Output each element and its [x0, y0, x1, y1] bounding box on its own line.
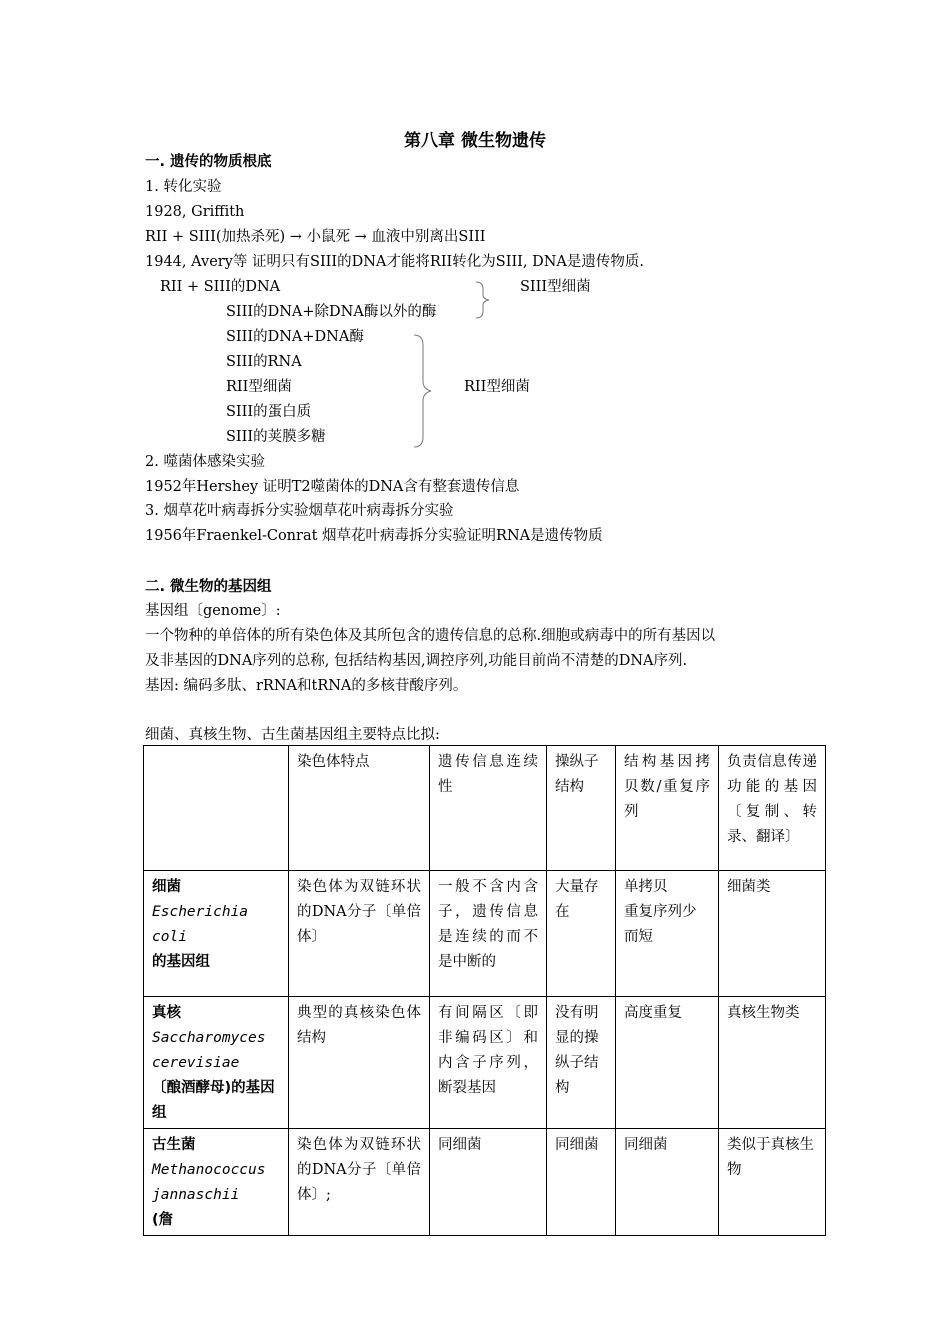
table-cell: 大量存在	[547, 871, 616, 997]
experiment-result2: RII型细菌	[464, 379, 530, 395]
table-header-cell: 结构基因拷贝数/重复序列	[616, 746, 719, 871]
experiment-group2-item: SIII的RNA	[226, 354, 302, 370]
table-header-cell: 染色体特点	[289, 746, 430, 871]
table-cell: 没有明显的操纵子结构	[547, 997, 616, 1129]
comparison-table	[143, 745, 826, 1236]
line-1928: 1928, Griffith	[145, 204, 245, 220]
table-cell: 一般不含内含子，遗传信息是连续的而不是中断的	[430, 871, 547, 997]
table-cell: 真核生物类	[719, 997, 826, 1129]
organism-name: 细菌	[152, 879, 181, 895]
organism-name: 真核	[152, 1005, 181, 1021]
scientific-name: Saccharomyces cerevisiae	[152, 1030, 266, 1071]
table-cell: 染色体为双链环状的DNA分子〔单倍体〕	[289, 871, 430, 997]
organism-cell	[144, 1129, 289, 1236]
section2-heading: 二. 微生物的基因组	[145, 579, 272, 595]
page-title: 第八章 微生物遗传	[404, 131, 546, 151]
copy-number: 单拷贝	[624, 879, 668, 895]
genome-definition: 及非基因的DNA序列的总称, 包括结构基因,调控序列,功能目前尚不清楚的DNA序列.	[145, 653, 688, 669]
copy-number: 同细菌	[624, 1137, 668, 1153]
item3-title: 3. 烟草花叶病毒拆分实验烟草花叶病毒拆分实验	[145, 503, 454, 519]
right-brace-icon	[474, 280, 492, 320]
table-cell: 有间隔区〔即非编码区〕和内含子序列，断裂基因	[430, 997, 547, 1129]
section1-heading: 一. 遗传的物质根底	[145, 154, 272, 170]
organism-name: 古生菌	[152, 1137, 196, 1153]
table-cell: 类似于真核生物	[719, 1129, 826, 1236]
experiment-prefix: RII + SIII的DNA	[160, 279, 281, 295]
experiment-group2-item: RII型细菌	[226, 379, 292, 395]
organism-cell	[144, 871, 289, 997]
experiment-group2-item: SIII的DNA+DNA酶	[226, 329, 364, 345]
experiment-group2-item: SIII的蛋白质	[226, 404, 312, 420]
organism-cell	[144, 997, 289, 1129]
scientific-name: Escherichia coli	[152, 904, 249, 945]
copy-number: 高度重复	[624, 1005, 682, 1021]
organism-suffix: 的基因组	[152, 954, 210, 970]
table-cell	[616, 1129, 719, 1236]
table-header-cell: 遗传信息连续性	[430, 746, 547, 871]
genome-definition: 一个物种的单倍体的所有染色体及其所包含的遗传信息的总称.细胞或病毒中的所有基因以	[145, 628, 716, 644]
organism-suffix: (詹	[152, 1212, 174, 1228]
item1-title: 1. 转化实验	[145, 179, 222, 195]
table-cell: 典型的真核染色体结构	[289, 997, 430, 1129]
table-cell: 同细菌	[430, 1129, 547, 1236]
line-rii: RII + SIII(加热杀死) → 小鼠死 → 血液中别离出SIII	[145, 229, 486, 245]
line-1952: 1952年Hershey 证明T2噬菌体的DNA含有整套遗传信息	[145, 479, 520, 495]
table-cell	[616, 997, 719, 1129]
table-row	[144, 871, 826, 997]
table-header-cell: 操纵子结构	[547, 746, 616, 871]
table-header-cell	[144, 746, 289, 871]
organism-suffix: 〔酿酒酵母)的基因组	[152, 1080, 275, 1121]
scientific-name: Methanococcus jannaschii	[152, 1162, 266, 1203]
right-brace-icon	[412, 333, 434, 449]
item2-title: 2. 噬菌体感染实验	[145, 454, 265, 470]
table-cell: 细菌类	[719, 871, 826, 997]
genome-label: 基因组〔genome〕:	[145, 603, 281, 619]
experiment-result1: SIII型细菌	[520, 279, 591, 295]
table-row	[144, 1129, 826, 1236]
table-caption: 细菌、真核生物、古生菌基因组主要特点比拟:	[145, 727, 440, 743]
experiment-group2-item: SIII的荚膜多糖	[226, 429, 326, 445]
experiment-group1-item: SIII的DNA+除DNA酶以外的酶	[226, 304, 437, 320]
table-cell	[616, 871, 719, 997]
line-1956: 1956年Fraenkel-Conrat 烟草花叶病毒拆分实验证明RNA是遗传物质	[145, 528, 603, 544]
repeat-sequence: 重复序列少而短	[624, 904, 697, 945]
line-1944: 1944, Avery等 证明只有SIII的DNA才能将RII转化为SIII, DNA是遗传物质.	[145, 254, 645, 270]
gene-definition: 基因: 编码多肽、rRNA和tRNA的多核苷酸序列。	[145, 678, 468, 694]
table-row	[144, 997, 826, 1129]
table-cell: 同细菌	[547, 1129, 616, 1236]
table-header-row	[144, 746, 826, 871]
table-header-cell: 负责信息传递功能的基因〔复制、转录、翻译〕	[719, 746, 826, 871]
table-cell: 染色体为双链环状的DNA分子〔单倍体〕;	[289, 1129, 430, 1236]
